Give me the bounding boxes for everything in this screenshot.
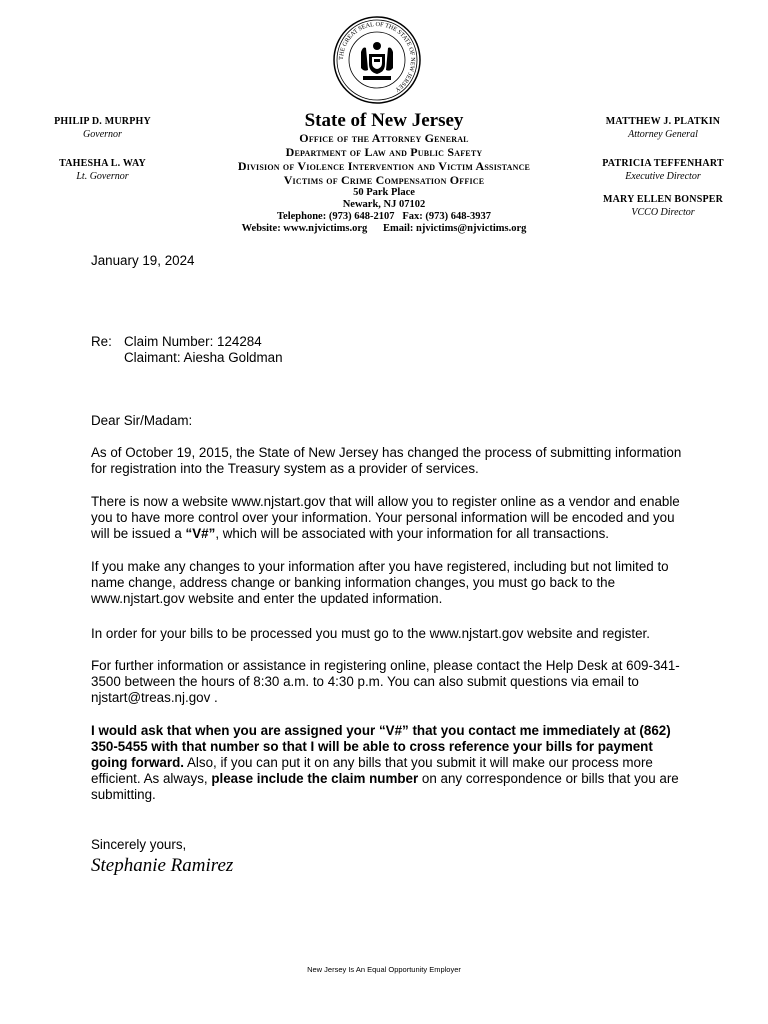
website-email: Website: www.njvictims.org Email: njvictims@njvictims.org bbox=[241, 223, 527, 234]
signature: Stephanie Ramirez bbox=[91, 855, 234, 876]
phone-fax: Telephone: (973) 648-2107 Fax: (973) 648-3937 bbox=[277, 211, 491, 222]
office-name: Office of the Attorney General bbox=[299, 131, 469, 145]
paragraph-5: For further information or assistance in registering online, please contact the Help Desk at 609-341-3500 between the hours of 8:30 a.m. to 4:30 p.m. You can also submit questions via email to njstart@treas.nj.gov . bbox=[91, 658, 680, 705]
paragraph-3: If you make any changes to your information after you have registered, including but not limited to name change, address change or banking information changes, you must go back to the www.njstart.gov website and enter the updated information. bbox=[91, 559, 669, 606]
claim-number: Claim Number: 124284 bbox=[124, 334, 262, 349]
seal-ring-text: THE GREAT SEAL OF THE STATE OF NEW JERSEY bbox=[337, 20, 417, 94]
governor-title: Governor bbox=[83, 129, 122, 140]
paragraph-2 bbox=[91, 494, 691, 542]
state-title: State of New Jersey bbox=[304, 110, 464, 131]
department-name: Department of Law and Public Safety bbox=[285, 145, 483, 159]
v-number-bold: “V#” bbox=[185, 526, 216, 541]
paragraph-6-text-mid: Also, if you can put it on any bills that you submit it will make our process more efficient. As always, bbox=[91, 755, 653, 786]
letterhead bbox=[160, 110, 608, 235]
lt-governor-title: Lt. Governor bbox=[76, 171, 129, 182]
street-address: 50 Park Place bbox=[353, 187, 415, 198]
city-address: Newark, NJ 07102 bbox=[342, 199, 426, 210]
salutation: Dear Sir/Madam: bbox=[91, 413, 193, 428]
claimant-name: Claimant: Aiesha Goldman bbox=[124, 350, 283, 365]
executive-director-name: PATRICIA TEFFENHART bbox=[602, 158, 724, 169]
footer: New Jersey Is An Equal Opportunity Employer bbox=[307, 965, 461, 974]
division-name: Division of Violence Intervention and Victim Assistance bbox=[237, 159, 531, 173]
attorney-general-title: Attorney General bbox=[628, 129, 698, 140]
attorney-general-name: MATTHEW J. PLATKIN bbox=[605, 116, 721, 127]
paragraph-4: In order for your bills to be processed you must go to the www.njstart.gov website and register. bbox=[91, 626, 650, 641]
re-label: Re: bbox=[91, 334, 112, 349]
letter-date: January 19, 2024 bbox=[91, 253, 195, 268]
paragraph-6-text-end: on any correspondence or bills that you are submitting. bbox=[91, 771, 679, 802]
executive-director-title: Executive Director bbox=[625, 171, 701, 182]
left-officials bbox=[30, 116, 175, 182]
paragraph-6 bbox=[91, 723, 691, 803]
state-seal-icon bbox=[333, 16, 421, 104]
vcco-director-title: VCCO Director bbox=[631, 207, 695, 218]
paragraph-2-text-a: There is now a website www.njstart.gov that will allow you to register online as a vendor and enable you to have more control over your information. Your personal information will be encoded and you will be issued a bbox=[91, 494, 680, 541]
unit-name: Victims of Crime Compensation Office bbox=[283, 173, 485, 187]
lt-governor-name: TAHESHA L. WAY bbox=[59, 158, 146, 169]
paragraph-2-text-b: , which will be associated with your information for all transactions. bbox=[215, 526, 610, 541]
paragraph-6-bold-request: I would ask that when you are assigned your “V#” that you contact me immediately at (862) 350-5455 with that number so that I will be able to cross reference your bills for payment going forward. bbox=[91, 723, 671, 770]
vcco-director-name: MARY ELLEN BONSPER bbox=[602, 194, 724, 205]
paragraph-1: As of October 19, 2015, the State of New Jersey has changed the process of submitting information for registration into the Treasury system as a provider of services. bbox=[91, 445, 682, 476]
closing: Sincerely yours, bbox=[91, 837, 187, 852]
governor-name: PHILIP D. MURPHY bbox=[54, 116, 151, 127]
paragraph-6-bold-claim: please include the claim number bbox=[211, 771, 419, 786]
